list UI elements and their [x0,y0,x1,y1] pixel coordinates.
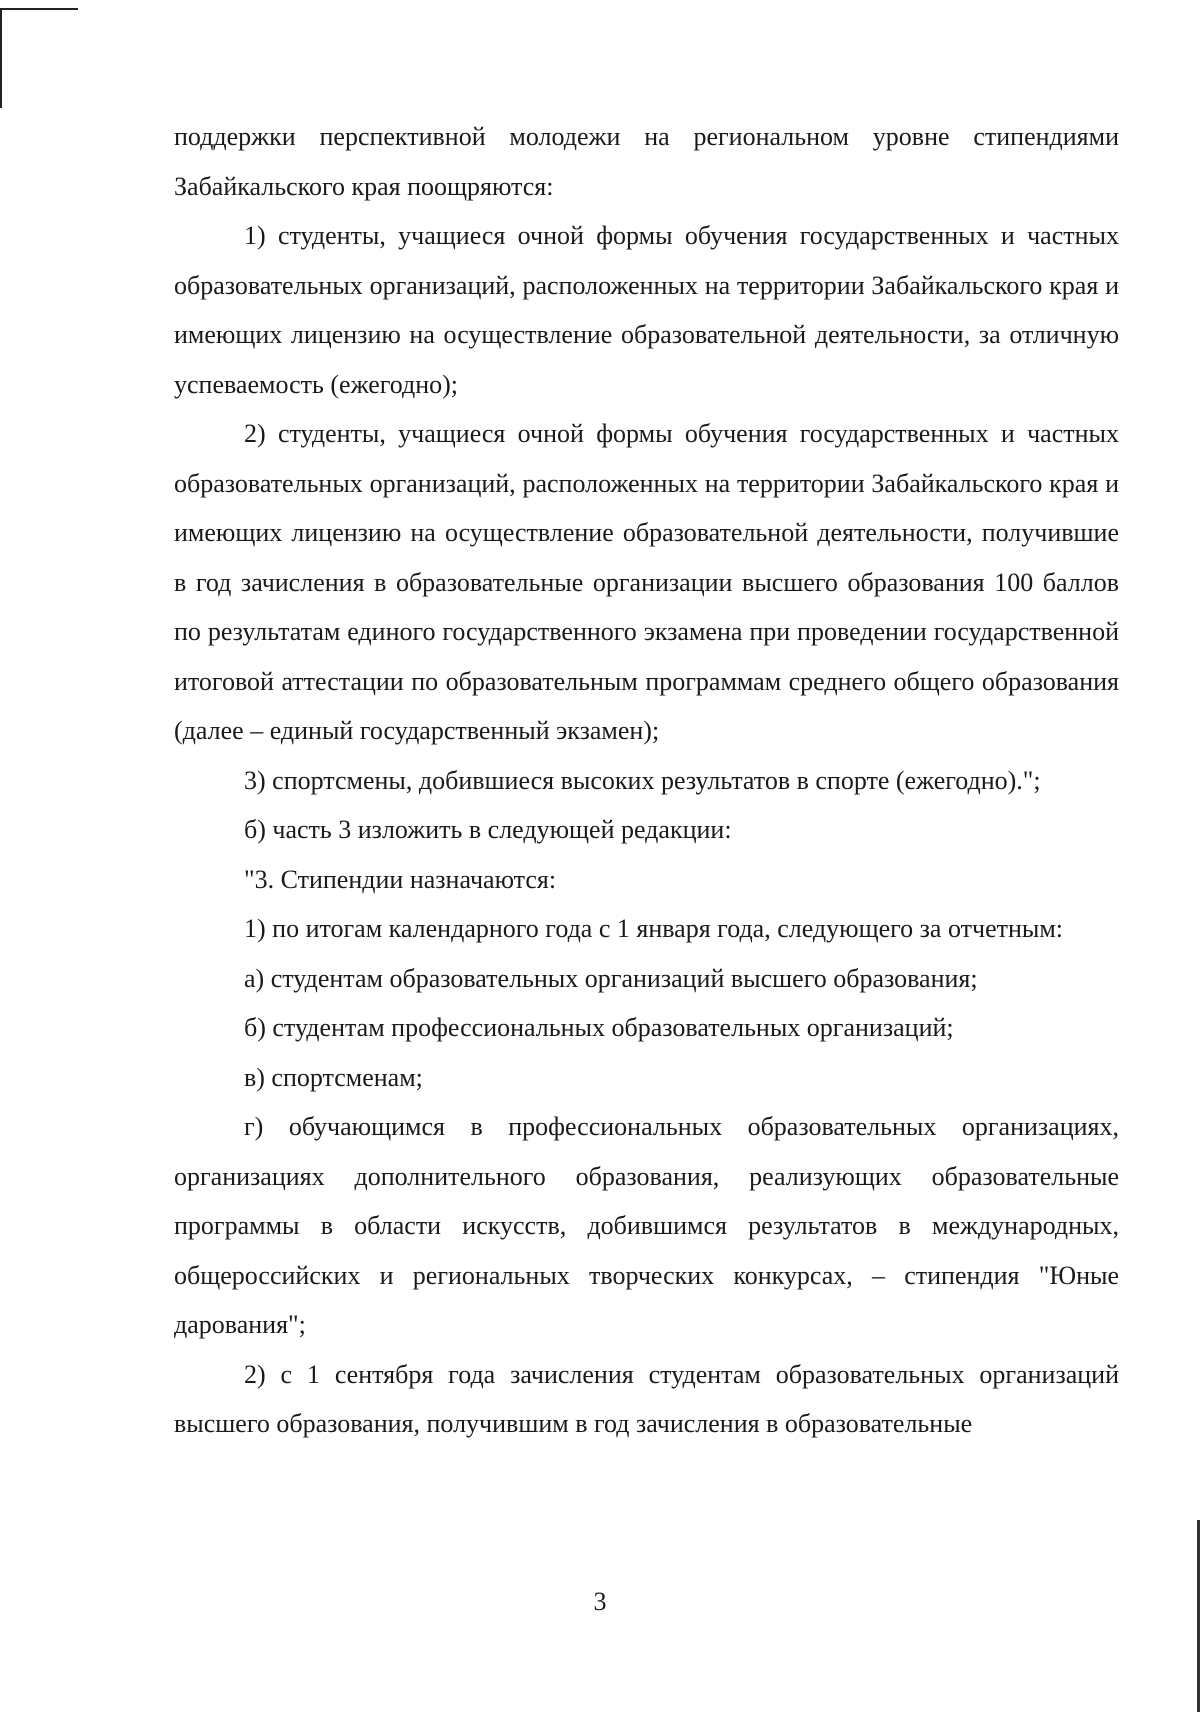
paragraph: б) часть 3 изложить в следующей редакции: [244,815,732,844]
scan-artifact-line [0,8,78,10]
paragraph: 1) по итогам календарного года с 1 января года, следующего за отчетным: [244,914,1064,943]
paragraph: в) спортсменам; [244,1062,423,1092]
paragraph: 3) спортсмены, добившиеся высоких результатов в спорте (ежегодно)."; [244,765,1041,795]
paragraph: поддержки перспективной молодежи на региональном уровне стипендиями Забайкальского края поощряются: [174,122,1119,201]
document-body [174,112,1119,1449]
paragraph: г) обучающимся в профессиональных образовательных организациях, организациях дополнительного образования, реализующих образовательные программы в области искусств, добившимся результатов в международных, общероссийских и региональных творческих конкурсах, – стипендия "Юные дарования"; [174,1112,1119,1339]
paragraph: а) студентам образовательных организаций высшего образования; [244,963,978,993]
paragraph: 1) студенты, учащиеся очной формы обучения государственных и частных образовательных организаций, расположенных на территории Забайкальского края и имеющих лицензию на осуществление образовательной деятельности, за отличную успеваемость (ежегодно); [174,221,1119,399]
page-number: 3 [593,1587,607,1616]
paragraph: б) студентам профессиональных образовательных организаций; [244,1013,954,1042]
paragraph: "3. Стипендии назначаются: [244,864,557,894]
paragraph: 2) студенты, учащиеся очной формы обучения государственных и частных образовательных организаций, расположенных на территории Забайкальского края и имеющих лицензию на осуществление образовательной деятельности, получившие в год зачисления в образовательные организации высшего образования 100 баллов по результатам единого государственного экзамена при проведении государственной итоговой аттестации по образовательным программам среднего общего образования (далее – единый государственный экзамен); [174,419,1119,745]
paragraph: 2) с 1 сентября года зачисления студентам образовательных организаций высшего образования, получившим в год зачисления в образовательные [174,1359,1119,1438]
scan-artifact-line [0,8,2,108]
